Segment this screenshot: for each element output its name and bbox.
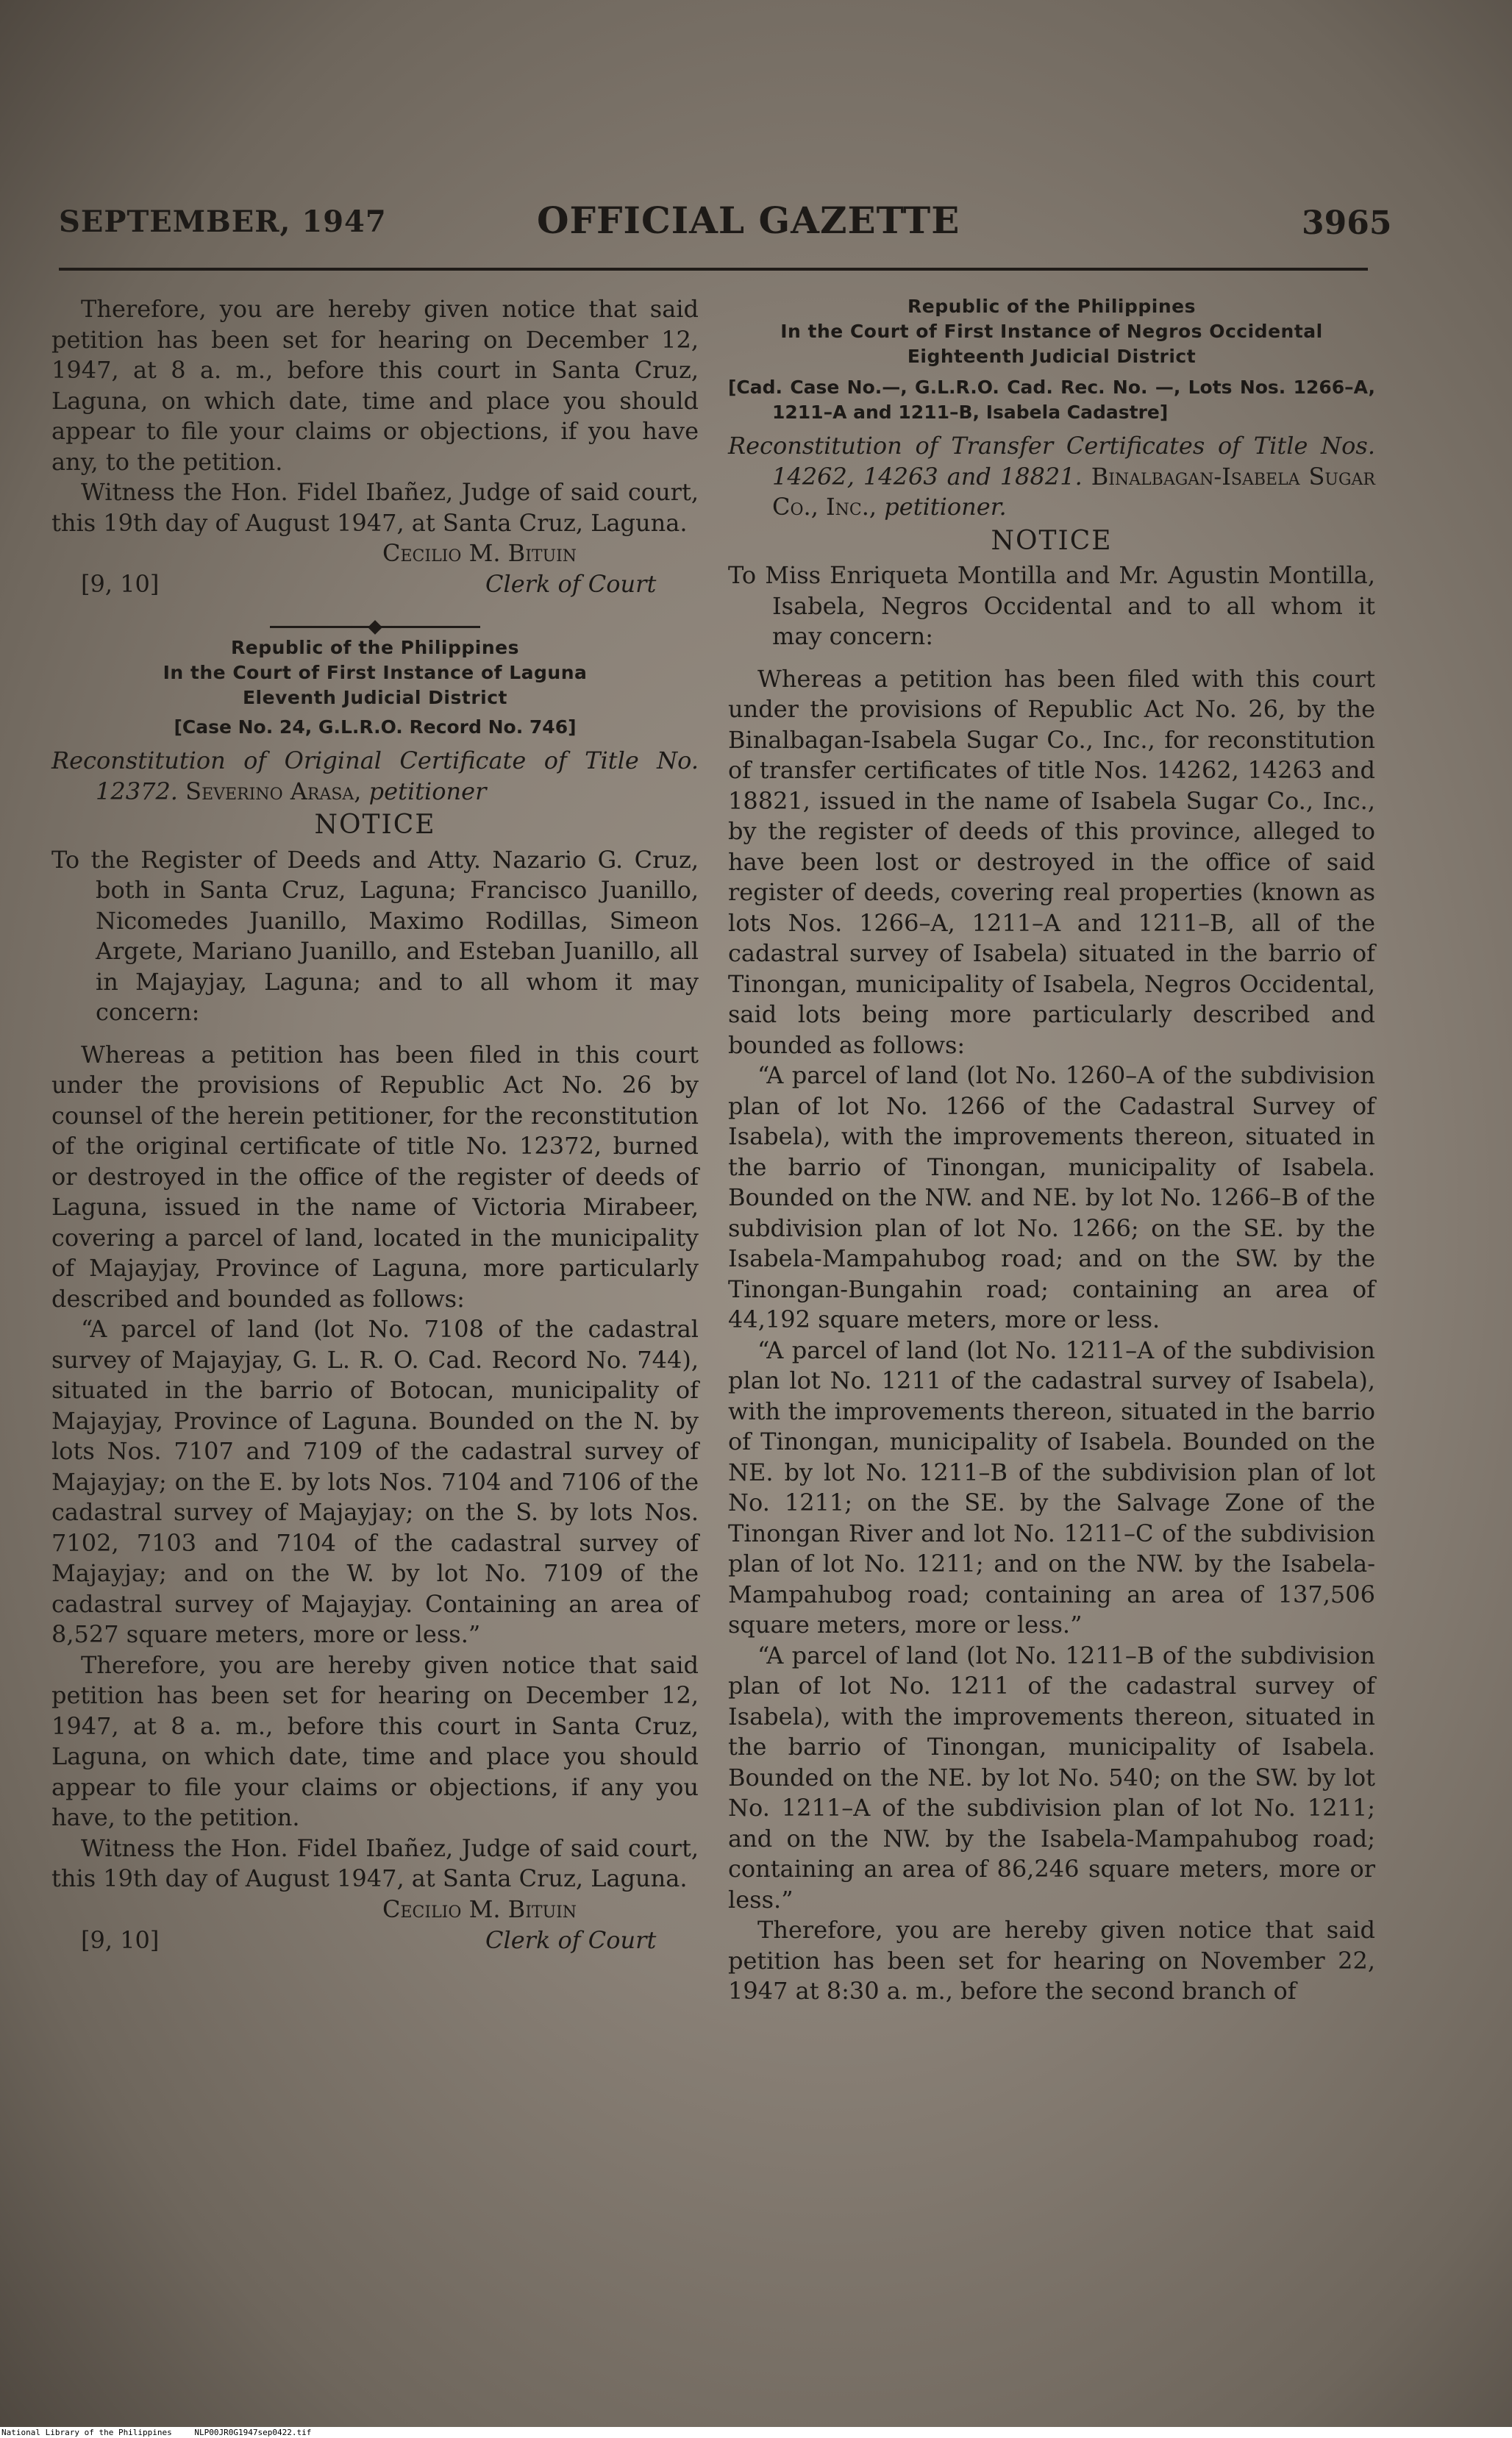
court-heading: [728, 294, 1375, 369]
header-title: OFFICIAL GAZETTE: [537, 199, 960, 242]
issue-reference: [9, 10]: [81, 570, 160, 598]
right-column: [728, 294, 1375, 2007]
signatory-title: Clerk of Court: [485, 1925, 657, 1954]
left-paragraph-4: “A parcel of land (lot No. 7108 of the cadastral survey of Majayjay, G. L. R. O. Cad. Record No. 744), situated in the barrio of Botocan, municipality of Majayjay, Province of Laguna. Bounded on the N. by lots Nos. 7107 and 7109 of the cadastral survey of Majayjay; on the E. by lots Nos. 7104 and 7106 of the cadastral survey of Majayjay; on the S. by lots Nos. 7102, 7103 and 7104 of the cadastral survey of Majayjay; and on the W. by lot No. 7109 of the cadastral survey of Majayjay. Containing an area of 8,527 square meters, more or less.”: [51, 1315, 699, 1648]
left-paragraph-5: Therefore, you are hereby given notice that said petition has been set for hearing on December 12, 1947, at 8 a. m., before this court in Santa Cruz, Laguna, on which date, time and place you should appear to file your claims or objections, if any you have, to the petition.: [51, 1650, 699, 1831]
signature-block-1: [51, 538, 699, 600]
notice-address: To the Register of Deeds and Atty. Nazario G. Cruz, both in Santa Cruz, Laguna; Francisco Juanillo, Nicomedes Juanillo, Maximo Rodillas, Simeon Argete, Mariano Juanillo, and Esteban Juanillo, all in Majayjay, Laguna; and to all whom it may concern:: [51, 845, 699, 1026]
case-caption: [728, 431, 1375, 523]
notice-heading: NOTICE: [991, 525, 1113, 556]
court-line: Republic of the Philippines: [907, 296, 1196, 317]
notice-address: To Miss Enriqueta Montilla and Mr. Agustin Montilla, Isabela, Negros Occidental and to all whom it may concern:: [728, 561, 1375, 650]
caption-role: petitioner: [368, 777, 487, 805]
court-heading: [51, 635, 699, 710]
left-paragraph-6: Witness the Hon. Fidel Ibañez, Judge of said court, this 19th day of August 1947, at Santa Cruz, Laguna.: [51, 1833, 699, 1892]
signatory-name: Cecilio M. Bituin: [382, 539, 577, 567]
left-paragraph-3: Whereas a petition has been filed in this court under the provisions of Republic Act No. 26 by counsel of the herein petitioner, for the reconstitution of the original certificate of title No. 12372, burned or destroyed in the office of the register of deeds of Laguna, issued in the name of Victoria Mirabeer, covering a parcel of land, located in the municipality of Majayjay, Province of Laguna, more particularly described and bounded as follows:: [51, 1040, 699, 1313]
case-caption: [51, 746, 699, 807]
signatory-name: Cecilio M. Bituin: [382, 1895, 577, 1923]
caption-title: Reconstitution of Transfer Certificates of Title Nos. 14262, 14263 and 18821.: [728, 432, 1375, 491]
footer-file: NLP00JR0G1947sep0422.tif: [194, 2428, 312, 2437]
header-rule: [59, 268, 1368, 271]
scan-footer: [0, 2427, 1512, 2438]
notice-heading: NOTICE: [314, 810, 436, 840]
court-line: Eighteenth Judicial District: [907, 346, 1197, 367]
caption-role: petitioner.: [884, 493, 1007, 521]
signature-block-2: [51, 1895, 699, 1956]
left-paragraph-2: Witness the Hon. Fidel Ibañez, Judge of said court, this 19th day of August 1947, at Santa Cruz, Laguna.: [51, 478, 699, 537]
caption-party: Severino Arasa,: [185, 777, 362, 805]
left-paragraph-1: Therefore, you are hereby given notice that said petition has been set for hearing on December 12, 1947, at 8 a. m., before this court in Santa Cruz, Laguna, on which date, time and place you should appear to file your claims or objections, if you have any, to the petition.: [51, 295, 699, 476]
issue-reference: [9, 10]: [81, 1925, 160, 1954]
right-paragraph-2: “A parcel of land (lot No. 1260–A of the subdivision plan of lot No. 1266 of the Cadastral Survey of Isabela), with the improvements thereon, situated in the barrio of Tinongan, municipality of Isabela. Bounded on the NW. and NE. by lot No. 1266–B of the subdivision plan of lot No. 1266; on the SE. by the Isabela-Mampahubog road; and on the SW. by the Tinongan-Bungahin road; containing an area of 44,192 square meters, more or less.: [728, 1061, 1375, 1333]
right-paragraph-1: Whereas a petition has been filed with this court under the provisions of Republic Act No. 26, by the Binalbagan-Isabela Sugar Co., Inc., for reconstitution of transfer certificates of title Nos. 14262, 14263 and 18821, issued in the name of Isabela Sugar Co., Inc., by the register of deeds of this province, alleged to have been lost or destroyed in the office of said register of deeds, covering real properties (known as lots Nos. 1266–A, 1211–A and 1211–B, all of the cadastral survey of Isabela) situated in the barrio of Tinongan, municipality of Isabela, Negros Occidental, said lots being more particularly described and bounded as follows:: [728, 664, 1375, 1059]
court-line: Eleventh Judicial District: [242, 687, 508, 708]
caption-title: Reconstitution of Original Certificate of Title No. 12372.: [51, 746, 699, 805]
case-reference: [Case No. 24, G.L.R.O. Record No. 746]: [174, 716, 577, 738]
header-date: SEPTEMBER, 1947: [59, 204, 387, 239]
court-line: In the Court of First Instance of Negros Occidental: [780, 321, 1323, 342]
right-paragraph-5: Therefore, you are hereby given notice that said petition has been set for hearing on November 22, 1947 at 8:30 a. m., before the second branch of: [728, 1916, 1375, 2005]
right-paragraph-3: “A parcel of land (lot No. 1211–A of the subdivision plan lot No. 1211 of the cadastral survey of Isabela), with the improvements thereon, situated in the barrio of Tinongan, municipality of Isabela. Bounded on the NE. by lot No. 1211–B of the subdivision plan of lot No. 1211; on the SE. by the Salvage Zone of the Tinongan River and lot No. 1211–C of the subdivision plan of lot No. 1211; and on the NW. by the Isabela-Mampahubog road; containing an area of 137,506 square meters, more or less.”: [728, 1336, 1375, 1639]
left-column: [51, 294, 699, 1956]
footer-library: National Library of the Philippines: [1, 2428, 172, 2437]
signatory-title: Clerk of Court: [485, 570, 657, 598]
page-header: [51, 199, 1392, 250]
court-line: Republic of the Philippines: [231, 637, 519, 658]
right-paragraph-4: “A parcel of land (lot No. 1211–B of the subdivision plan of lot No. 1211 of the cadastral survey of Isabela), with the improvements thereon, situated in the barrio of Tinongan, municipality of Isabela. Bounded on the NE. by lot No. 540; on the SW. by lot No. 1211–A of the subdivision plan of lot No. 1211; and on the NW. by the Isabela-Mampahubog road; containing an area of 86,246 square meters, more or less.”: [728, 1641, 1375, 1914]
header-page-number: 3965: [1302, 204, 1392, 242]
caption-party: Binalbagan-Isabela Sugar Co., Inc.,: [772, 462, 1375, 521]
section-divider: [51, 610, 699, 625]
court-line: In the Court of First Instance of Laguna: [163, 662, 588, 683]
case-reference: [Cad. Case No.—, G.L.R.O. Cad. Rec. No. —, Lots Nos. 1266–A, 1211–A and 1211–B, Isabela Cadastre]: [728, 377, 1375, 423]
